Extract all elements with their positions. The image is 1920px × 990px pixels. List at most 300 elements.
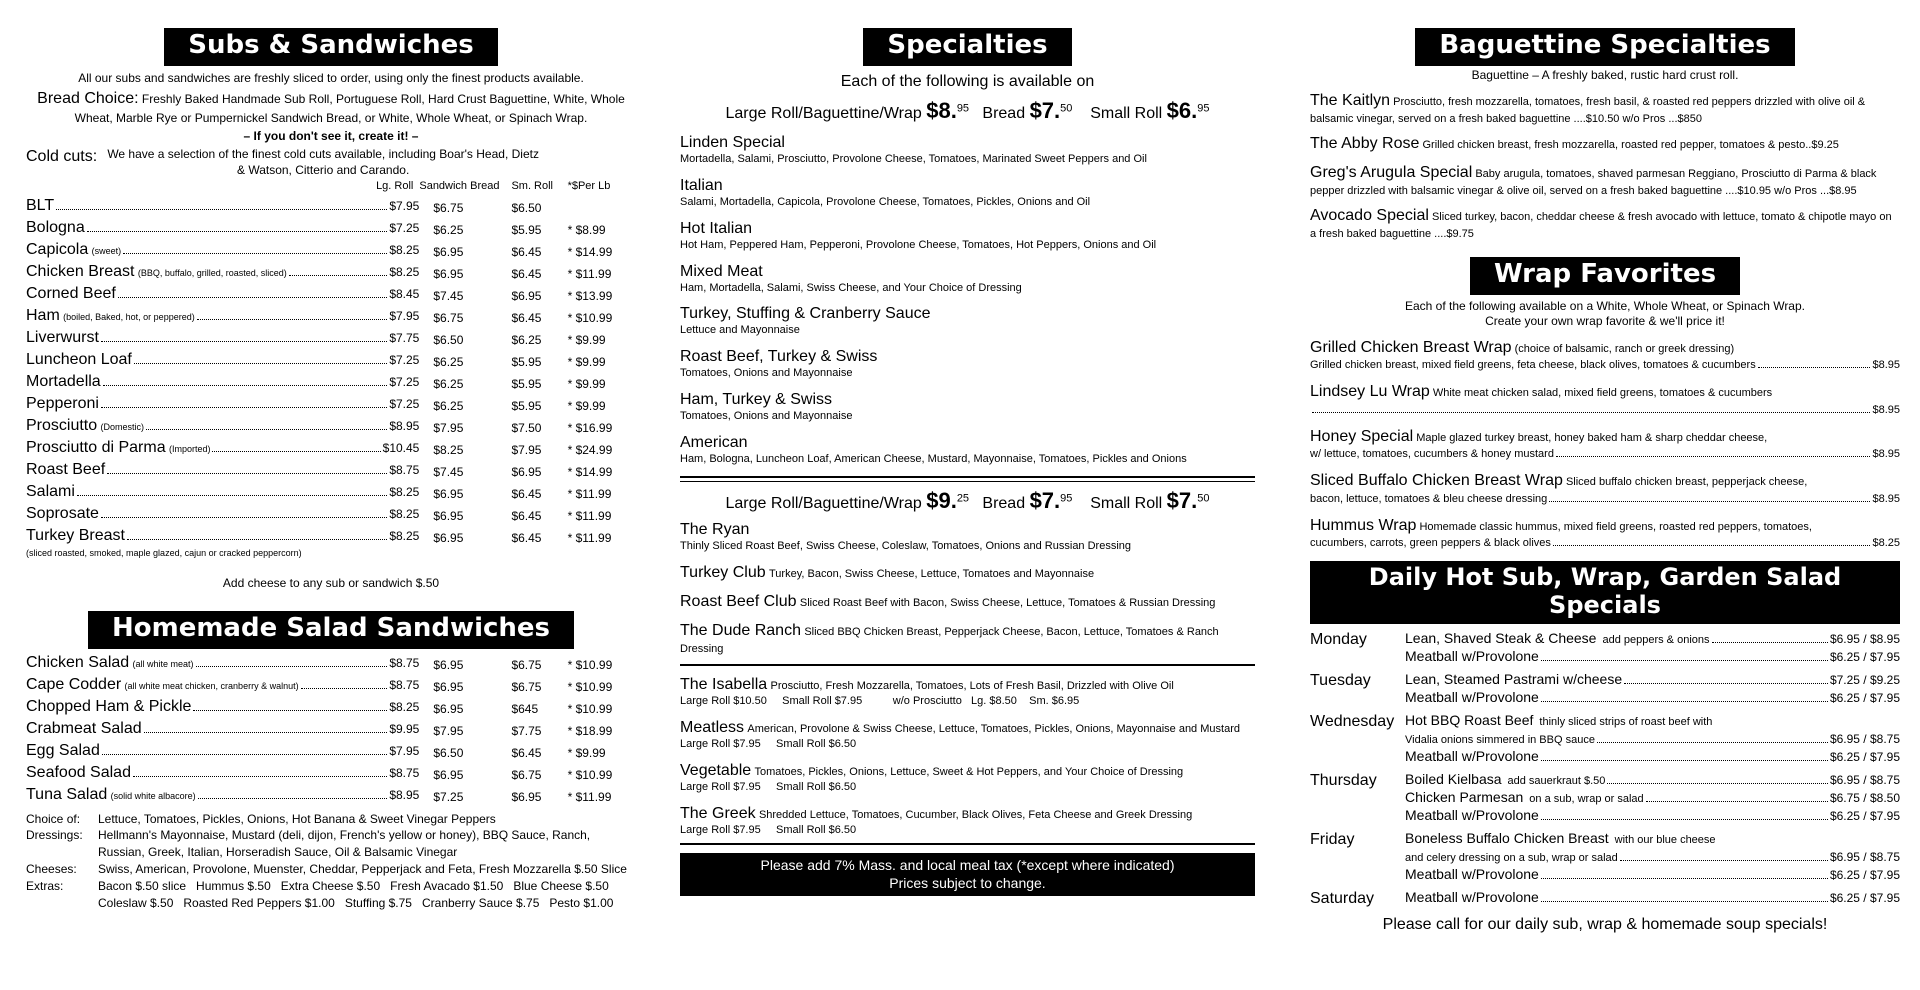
price-sm-roll: $5.95	[511, 223, 542, 238]
day-name: Thursday	[1310, 772, 1377, 790]
price-per-lb: * $11.99	[567, 531, 612, 546]
special-note: Vidalia onions simmered in BBQ sauce	[1405, 734, 1595, 747]
day-name: Saturday	[1310, 890, 1375, 908]
price1-small-dollar: $6.	[1166, 97, 1198, 123]
wrap-top-line	[1310, 470, 1900, 492]
price-row	[26, 673, 636, 695]
dot-leader	[1541, 901, 1828, 902]
specialty-prices: Large Roll $7.95 Small Roll $6.50	[680, 823, 857, 836]
wrap-price: $8.95	[1872, 359, 1900, 372]
dot-leader	[133, 776, 387, 777]
item-name: Roast Beef	[26, 461, 106, 479]
wrap-bottom-line	[1310, 492, 1900, 507]
specialties-intro: Each of the following is available on	[840, 72, 1095, 90]
extras-line-2: Coleslaw $.50 Roasted Red Peppers $1.00 Stuffing $.75 Cranberry Sauce $.75 Pesto $1.00	[98, 895, 614, 910]
daily-line-left	[1405, 830, 1716, 848]
dot-leader	[1646, 801, 1828, 802]
dot-leader	[134, 363, 387, 364]
subs-intro: All our subs and sandwiches are freshly sliced to order, using only the finest products available.	[78, 70, 584, 85]
price-lg-roll: $8.75	[389, 655, 420, 670]
price-lg-roll: $7.75	[389, 331, 420, 346]
wrap-title: Sliced Buffalo Chicken Breast Wrap	[1310, 472, 1563, 490]
specialty-desc: Hot Ham, Peppered Ham, Pepperoni, Provolone Cheese, Tomatoes, Hot Peppers, Onions and Oil	[680, 238, 1157, 251]
wrap-note: (choice of balsamic, ranch or greek dressing)	[1514, 342, 1735, 355]
item-cell	[26, 436, 419, 458]
wrap-price: $8.95	[1872, 448, 1900, 461]
daily-line	[1405, 712, 1900, 730]
special-price: $6.75 / $8.50	[1829, 791, 1900, 806]
divider-single	[680, 664, 1255, 666]
daily-specials	[1310, 630, 1900, 909]
price-row	[26, 651, 636, 673]
dot-leader	[1541, 660, 1828, 661]
day-lines	[1405, 712, 1900, 765]
extras	[26, 878, 636, 912]
baguettine-item	[1310, 91, 1900, 126]
item-name-wrap	[26, 350, 132, 370]
wrap-item	[1310, 515, 1900, 551]
choice-label: Choice of:	[26, 811, 81, 826]
price-sm-roll: $6.95	[511, 789, 542, 804]
price-row	[26, 370, 636, 392]
price-per-lb: * $9.99	[567, 399, 606, 414]
specialty-desc: Turkey, Bacon, Swiss Cheese, Lettuce, Tomatoes and Mayonnaise	[769, 567, 1095, 580]
price-lg-roll: $7.95	[389, 309, 420, 324]
specialty-desc: Ham, Bologna, Luncheon Loaf, American Cheese, Mustard, Mayonnaise, Tomatoes, Pickles and Onions	[680, 452, 1187, 465]
price2-large-label: Large Roll/Baguettine/Wrap	[725, 495, 922, 513]
price-sm-roll: $7.75	[511, 723, 542, 738]
price-lg-roll: $8.25	[389, 485, 420, 500]
item-name-wrap	[26, 438, 210, 458]
item-cell	[26, 260, 419, 282]
price-lg-roll: $9.95	[389, 721, 420, 736]
wrap-note: White meat chicken salad, mixed field greens, tomatoes & cucumbers	[1432, 387, 1773, 400]
price-per-lb: * $10.99	[567, 701, 613, 716]
item-name-wrap	[26, 763, 131, 783]
wrap-bottom-line	[1310, 403, 1900, 418]
price-row	[26, 524, 636, 546]
price-bread: $6.95	[433, 657, 464, 672]
item-cell	[26, 458, 419, 480]
dot-leader	[123, 253, 387, 254]
item-leader	[26, 697, 419, 717]
specialty-item	[680, 262, 1255, 296]
item-cell	[26, 216, 419, 238]
special-note: and celery dressing on a sub, wrap or salad	[1405, 852, 1618, 865]
price2-large-cents: 25	[956, 493, 970, 506]
specialty-item	[680, 718, 1255, 752]
tax-line-1: Please add 7% Mass. and local meal tax (*except where indicated)	[760, 857, 1175, 874]
special-price: $6.95 / $8.75	[1829, 732, 1900, 747]
price1-bread-dollar: $7.	[1029, 97, 1061, 123]
item-leader	[26, 328, 419, 348]
special-price: $6.25 / $7.95	[1829, 690, 1900, 705]
item-name-wrap	[26, 284, 116, 304]
item-note: (solid white albacore)	[110, 790, 196, 801]
price-row	[26, 458, 636, 480]
wrap-title: Lindsey Lu Wrap	[1310, 383, 1430, 401]
price2-small-cents: 50	[1197, 493, 1210, 506]
daily-line	[1405, 807, 1900, 825]
price-sm-roll: $6.45	[511, 487, 542, 502]
item-leader	[26, 675, 419, 695]
price-bread: $6.25	[433, 223, 464, 238]
price-per-lb: * $14.99	[567, 245, 613, 260]
dot-leader	[1712, 642, 1828, 643]
daily-line-left	[1405, 689, 1539, 707]
item-leader	[26, 785, 419, 805]
price-row	[26, 216, 636, 238]
item-name: Bologna	[26, 219, 85, 237]
special-note: add peppers & onions	[1602, 634, 1710, 647]
daily-footer: Please call for our daily sub, wrap & homemade soup specials!	[1382, 916, 1828, 934]
item-leader	[26, 350, 419, 370]
price2-bread-cents: 95	[1060, 493, 1073, 506]
bread-choice-label: Bread Choice:	[37, 90, 139, 108]
price-per-lb: * $11.99	[567, 487, 612, 502]
specialties-column	[680, 0, 1255, 896]
special-name: Lean, Shaved Steak & Cheese	[1405, 630, 1597, 647]
item-leader	[26, 196, 419, 216]
price1-small-label: Small Roll	[1090, 104, 1163, 122]
item-cell	[26, 326, 419, 348]
item-name: BLT	[26, 197, 55, 215]
special-price: $6.25 / $7.95	[1829, 891, 1900, 906]
item-name-wrap	[26, 372, 101, 392]
item-leader	[26, 719, 419, 739]
item-leader	[26, 218, 419, 238]
specialty-title: Italian	[680, 177, 723, 195]
specialty-line	[680, 804, 1255, 824]
item-cell	[26, 480, 419, 502]
price-sm-roll: $7.95	[511, 443, 542, 458]
specialty-line	[680, 563, 1255, 583]
daily-day	[1310, 830, 1900, 883]
daily-header: Daily Hot Sub, Wrap, Garden Salad Specials	[1310, 561, 1900, 624]
specialty-title: Turkey Club	[680, 563, 766, 581]
wrap-desc: bacon, lettuce, tomatoes & bleu cheese dressing	[1310, 492, 1548, 505]
price-row	[26, 739, 636, 761]
price-per-lb: * $8.99	[567, 223, 606, 238]
col-lg-roll-header: Lg. Roll	[376, 179, 414, 192]
specialty-line	[680, 718, 1255, 738]
dot-leader	[101, 407, 387, 408]
daily-line	[1405, 671, 1900, 689]
special-name: Meatball w/Provolone	[1405, 865, 1539, 882]
specialty-item	[680, 133, 1255, 167]
right-column	[1310, 0, 1900, 935]
specialty-group-3	[680, 675, 1255, 837]
item-leader	[26, 262, 419, 282]
item-name: Seafood Salad	[26, 763, 131, 781]
price-lg-roll: $7.25	[389, 397, 420, 412]
price-row	[26, 480, 636, 502]
tax-line-2: Prices subject to change.	[889, 874, 1046, 891]
item-cell	[26, 502, 419, 524]
dot-leader	[103, 385, 388, 386]
item-leader	[26, 526, 419, 546]
item-note: (boiled, Baked, hot, or peppered)	[63, 312, 195, 323]
price-bread: $6.50	[433, 745, 464, 760]
price-bread: $6.50	[433, 333, 464, 348]
specialty-desc: Sliced Roast Beef with Bacon, Swiss Cheese, Lettuce, Tomatoes & Russian Dressing	[799, 596, 1216, 609]
cold-cuts-text: We have a selection of the finest cold cuts available, including Boar's Head, Dietz & Watson, Citterio and Carando.	[107, 147, 539, 178]
specialty-title: Ham, Turkey & Swiss	[680, 390, 833, 408]
price-lg-roll: $8.45	[389, 287, 420, 302]
dot-leader	[1620, 860, 1828, 861]
specialty-prices: Large Roll $7.95 Small Roll $6.50	[680, 780, 857, 793]
item-cell	[26, 717, 419, 739]
salad-price-table	[26, 651, 636, 805]
price1-bread-label: Bread	[982, 104, 1026, 122]
wrap-intro-2: Create your own wrap favorite & we'll price it!	[1485, 313, 1725, 328]
price-row	[26, 260, 636, 282]
price-row	[26, 414, 636, 436]
dot-leader	[1758, 367, 1871, 368]
wrap-title: Honey Special	[1310, 427, 1414, 445]
price-per-lb: * $16.99	[567, 421, 613, 436]
wrap-top-line	[1310, 426, 1900, 448]
price-row	[26, 392, 636, 414]
dot-leader	[1556, 456, 1871, 457]
price-bread: $7.95	[433, 723, 464, 738]
special-name: Chicken Parmesan	[1405, 789, 1524, 806]
item-note: (all white meat chicken, cranberry & walnut)	[124, 680, 299, 691]
wrap-note: Homemade classic hummus, mixed field greens, roasted red peppers, tomatoes,	[1419, 520, 1812, 533]
item-cell	[26, 739, 419, 761]
item-name: Cape Codder	[26, 675, 122, 693]
baguettine-title: The Abby Rose	[1310, 134, 1420, 152]
daily-line-left	[1405, 648, 1539, 666]
price-bread: $6.75	[433, 311, 464, 326]
salad-options	[26, 811, 636, 912]
daily-day	[1310, 771, 1900, 824]
ryan-desc: Thinly Sliced Roast Beef, Swiss Cheese, Coleslaw, Tomatoes, Onions and Russian Dressing	[680, 539, 1132, 552]
item-name: Capicola	[26, 241, 89, 259]
price-bread: $7.45	[433, 465, 464, 480]
item-name: Prosciutto	[26, 417, 98, 435]
dot-leader	[1312, 412, 1870, 413]
specialty-desc: American, Provolone & Swiss Cheese, Lettuce, Tomatoes, Pickles, Onions, Mayonnaise and Mustard	[747, 723, 1240, 736]
price-bread: $6.95	[433, 701, 464, 716]
daily-line	[1405, 689, 1900, 707]
wrap-title: Hummus Wrap	[1310, 516, 1417, 534]
dot-leader	[101, 341, 387, 342]
price-sm-roll: $645	[511, 701, 539, 716]
cold-cuts	[26, 146, 636, 178]
cold-cuts-label: Cold cuts:	[26, 148, 98, 166]
item-name-wrap	[26, 675, 299, 695]
price1-small-cents: 95	[1197, 102, 1210, 115]
baguettine-title: Greg's Arugula Special	[1310, 163, 1473, 181]
specialty-title: Meatless	[680, 719, 745, 737]
specialty-title: Roast Beef Club	[680, 592, 797, 610]
special-name: Meatball w/Provolone	[1405, 806, 1539, 823]
price-per-lb: * $9.99	[567, 333, 606, 348]
item-leader	[26, 653, 419, 673]
daily-line-left	[1405, 712, 1712, 730]
price-lg-roll: $8.95	[389, 419, 420, 434]
price-lg-roll: $7.25	[389, 375, 420, 390]
special-price: $6.25 / $7.95	[1829, 649, 1900, 664]
item-leader	[26, 394, 419, 414]
specialty-prices: Large Roll $10.50 Small Roll $7.95 w/o Prosciutto Lg. $8.50 Sm. $6.95	[680, 695, 1080, 708]
price-sm-roll: $5.95	[511, 377, 542, 392]
item-cell	[26, 673, 419, 695]
price-bread: $6.95	[433, 767, 464, 782]
daily-line-left	[1405, 730, 1595, 748]
item-name: Turkey Breast	[26, 527, 125, 545]
wrap-price: $8.25	[1872, 537, 1900, 550]
dot-leader	[101, 517, 387, 518]
price2-large-dollar: $9.	[926, 488, 957, 514]
specialty-title: Roast Beef, Turkey & Swiss	[680, 348, 878, 366]
wrap-item	[1310, 337, 1900, 373]
day-lines	[1405, 671, 1900, 706]
price-sm-roll: $6.75	[511, 657, 542, 672]
dot-leader	[1549, 501, 1870, 502]
price-sm-roll: $6.75	[511, 767, 542, 782]
item-leader	[26, 372, 419, 392]
dot-leader	[196, 666, 388, 667]
daily-line	[1405, 771, 1900, 789]
item-cell	[26, 761, 419, 783]
item-note: (BBQ, buffalo, grilled, roasted, sliced)	[137, 268, 287, 279]
specialty-desc: Tomatoes, Pickles, Onions, Lettuce, Sweet & Hot Peppers, and Your Choice of Dressing	[754, 765, 1184, 778]
price-per-lb: * $11.99	[567, 267, 612, 282]
specialty-title: The Greek	[680, 804, 756, 822]
daily-day	[1310, 712, 1900, 765]
price-per-lb: * $11.99	[567, 789, 612, 804]
special-note: thinly sliced strips of roast beef with	[1539, 716, 1713, 729]
price-lg-roll: $7.95	[389, 199, 420, 214]
price-bread: $6.95	[433, 245, 464, 260]
item-name-wrap	[26, 306, 195, 326]
price-sm-roll: $6.45	[511, 267, 542, 282]
choice-of	[26, 811, 636, 828]
specialty-item	[680, 219, 1255, 253]
wrap-top-line	[1310, 337, 1900, 359]
item-leader	[26, 741, 419, 761]
specialty-desc: Tomatoes, Onions and Mayonnaise	[680, 409, 853, 422]
daily-line	[1405, 830, 1900, 848]
item-name-wrap	[26, 653, 194, 673]
special-name: Meatball w/Provolone	[1405, 889, 1539, 906]
special-name: Hot BBQ Roast Beef	[1405, 712, 1534, 729]
item-name-wrap	[26, 240, 121, 260]
item-name: Chicken Salad	[26, 653, 130, 671]
dot-leader	[56, 209, 387, 210]
wrap-title: Grilled Chicken Breast Wrap	[1310, 338, 1512, 356]
dot-leader	[118, 297, 387, 298]
day-lines	[1405, 771, 1900, 824]
dot-leader	[146, 429, 387, 430]
extras-text	[98, 878, 613, 912]
wrap-desc: w/ lettuce, tomatoes, cucumbers & honey mustard	[1310, 448, 1554, 461]
ryan-title: The Ryan	[680, 520, 750, 538]
dot-leader	[1553, 545, 1871, 546]
price-sm-roll: $6.45	[511, 509, 542, 524]
item-note: (all white meat)	[132, 658, 194, 669]
specialty-line	[680, 675, 1255, 695]
item-name: Mortadella	[26, 373, 101, 391]
item-leader	[26, 306, 419, 326]
divider-double	[680, 476, 1255, 482]
price2-bread-dollar: $7.	[1029, 488, 1061, 514]
dot-leader	[198, 798, 388, 799]
specialties-header: Specialties	[863, 28, 1071, 66]
price-bread: $6.95	[433, 509, 464, 524]
daily-line	[1405, 630, 1900, 648]
subs-column	[26, 0, 636, 911]
extras-label: Extras:	[26, 878, 64, 893]
specialty-item	[680, 563, 1255, 583]
special-price: $6.25 / $7.95	[1829, 749, 1900, 764]
special-price: $6.95 / $8.95	[1829, 632, 1900, 647]
price1-large-cents: 95	[956, 102, 970, 115]
specialty-item	[680, 592, 1255, 612]
daily-line-left	[1405, 748, 1539, 766]
wrap-intro-1: Each of the following available on a White, Whole Wheat, or Spinach Wrap.	[1405, 298, 1805, 313]
item-name-wrap	[26, 504, 99, 524]
price1-large-dollar: $8.	[926, 97, 957, 123]
daily-line	[1405, 730, 1900, 748]
baguettine-item	[1310, 206, 1900, 241]
item-name-wrap	[26, 262, 287, 282]
specialty-desc: Prosciutto, Fresh Mozzarella, Tomatoes, Lots of Fresh Basil, Drizzled with Olive Oil	[770, 680, 1174, 693]
dot-leader	[107, 473, 387, 474]
price-lg-roll: $8.95	[389, 787, 420, 802]
price-sm-roll: $6.45	[511, 311, 542, 326]
price-row-1	[680, 97, 1255, 125]
specialty-item	[680, 804, 1255, 838]
item-cell	[26, 651, 419, 673]
item-name-wrap	[26, 416, 144, 436]
dot-leader	[77, 495, 387, 496]
price-lg-roll: $7.25	[389, 221, 420, 236]
price2-small-dollar: $7.	[1166, 488, 1198, 514]
item-name-wrap	[26, 218, 85, 238]
item-leader	[26, 438, 419, 458]
price-lg-roll: $8.25	[389, 699, 420, 714]
dot-leader	[193, 710, 387, 711]
cheeses-label: Cheeses:	[26, 861, 77, 876]
item-name: Pepperoni	[26, 395, 99, 413]
item-name-wrap	[26, 394, 99, 414]
price-sm-roll: $6.50	[511, 201, 542, 216]
special-price: $7.25 / $9.25	[1829, 673, 1900, 688]
wrap-desc: Grilled chicken breast, mixed field greens, feta cheese, black olives, tomatoes & cucumbers	[1310, 359, 1756, 372]
special-note: on a sub, wrap or salad	[1529, 793, 1644, 806]
price-lg-roll: $8.25	[389, 507, 420, 522]
price-lg-roll: $8.75	[389, 765, 420, 780]
price-bread: $6.95	[433, 679, 464, 694]
dressings	[26, 827, 636, 861]
turkey-note: (sliced roasted, smoked, maple glazed, cajun or cracked peppercorn)	[26, 548, 302, 559]
specialty-prices: Large Roll $7.95 Small Roll $6.50	[680, 738, 857, 751]
special-note: with our blue cheese	[1614, 834, 1716, 847]
price-bread: $7.95	[433, 421, 464, 436]
price-sm-roll: $6.75	[511, 679, 542, 694]
specialty-desc: Mortadella, Salami, Prosciutto, Provolone Cheese, Tomatoes, Marinated Sweet Peppers and Oil	[680, 153, 1147, 166]
price-lg-roll: $8.25	[389, 529, 420, 544]
price-per-lb: * $18.99	[567, 723, 613, 738]
choice-text: Lettuce, Tomatoes, Pickles, Onions, Hot Banana & Sweet Vinegar Peppers	[98, 811, 496, 826]
price-bread: $6.95	[433, 487, 464, 502]
price-sm-roll: $7.50	[511, 421, 542, 436]
daily-line	[1405, 748, 1900, 766]
dressings-label: Dressings:	[26, 828, 83, 843]
